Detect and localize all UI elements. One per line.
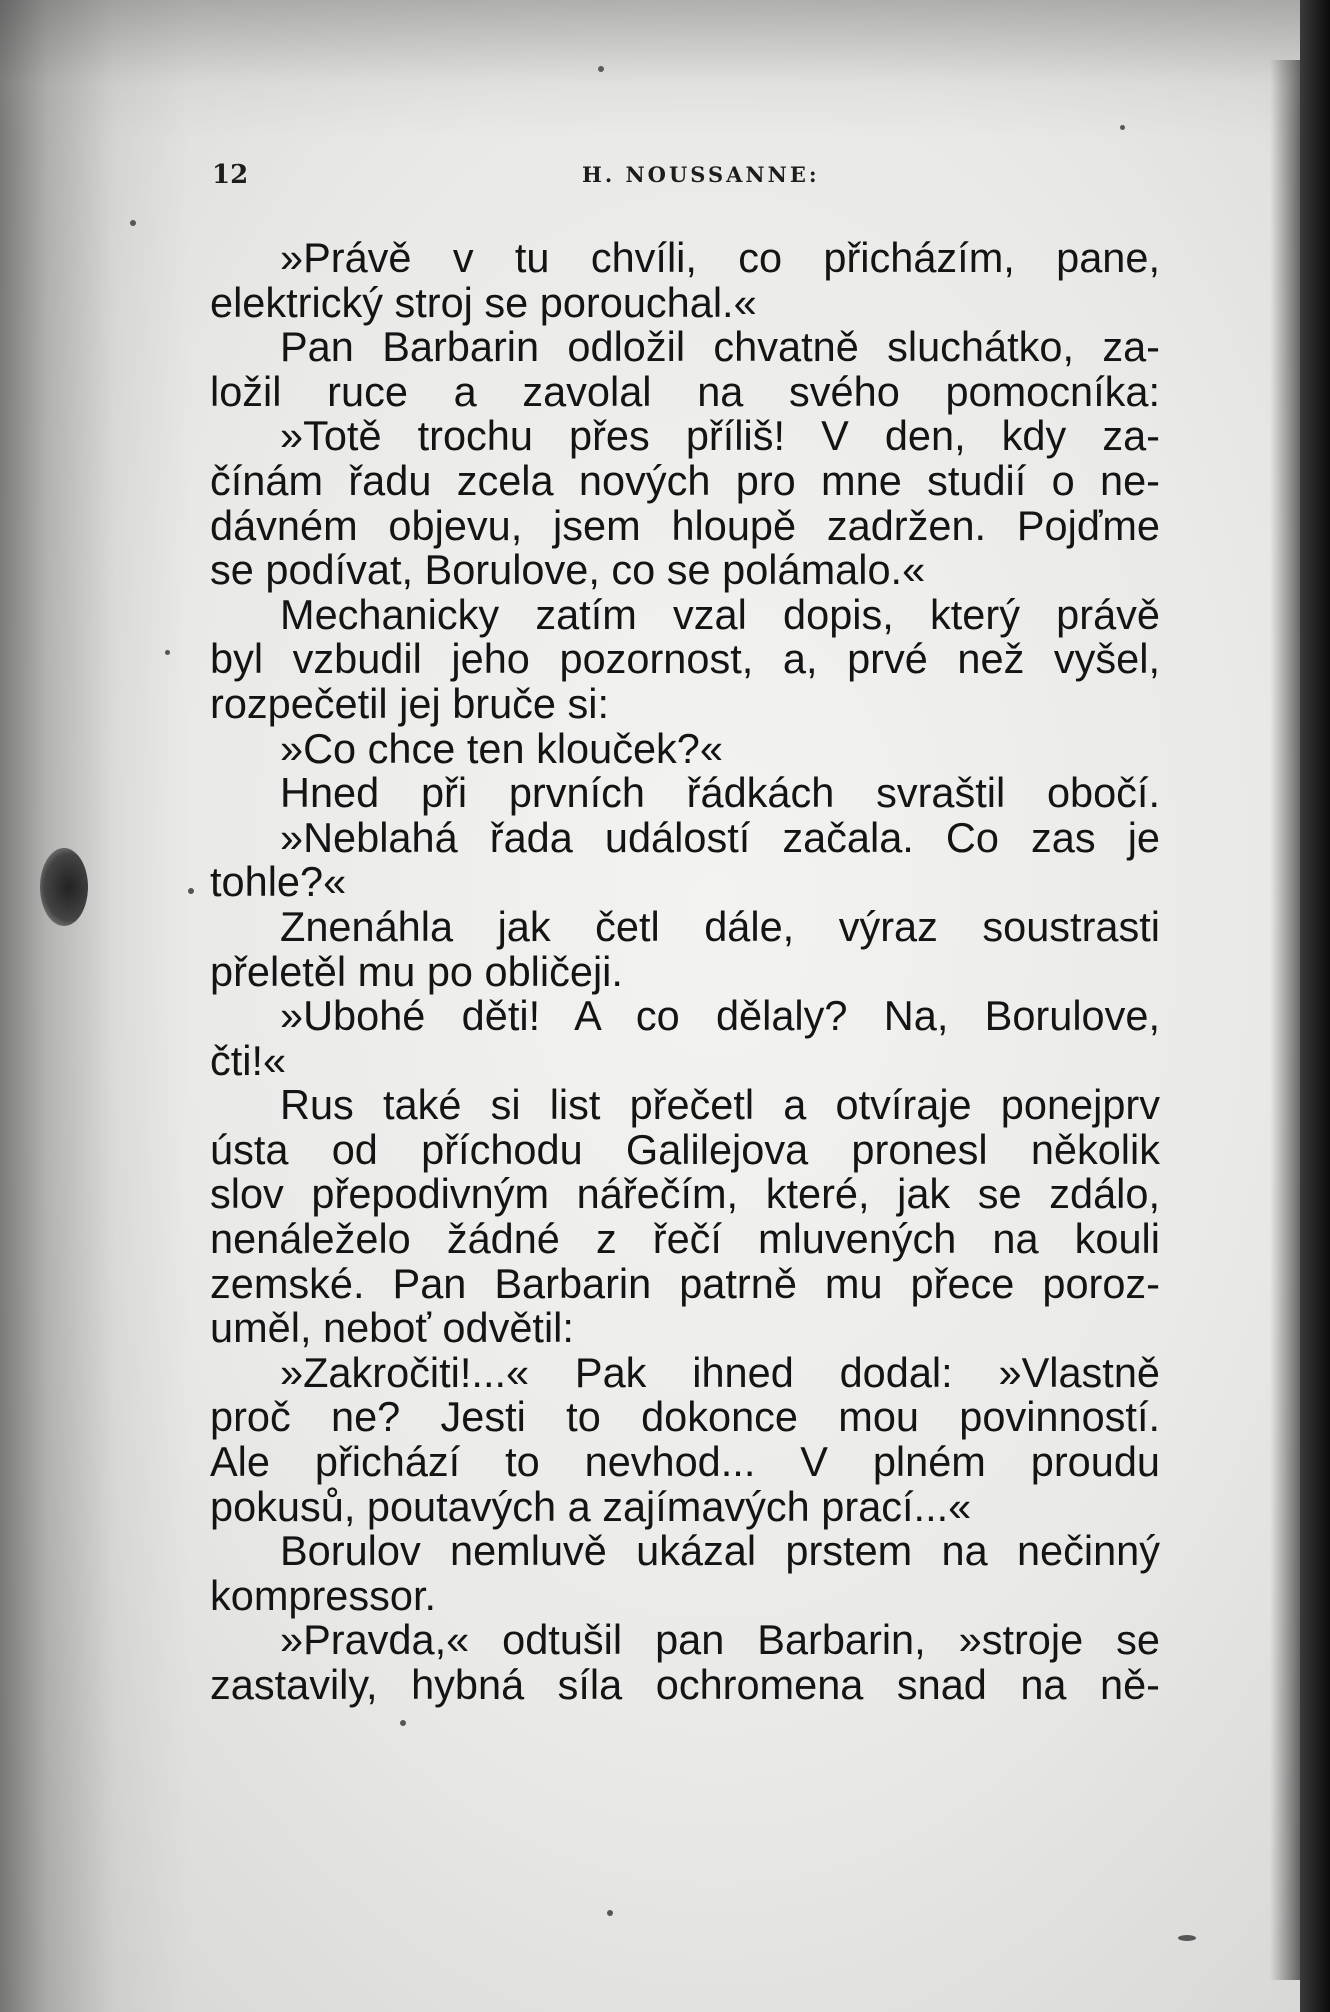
binding-hole [40,848,88,926]
text-line: Hned při prvních řádkách svraštil obočí. [280,769,1160,817]
body-text [210,236,1160,1708]
text-line: rozpečetil jej bruče si: [210,679,610,727]
book-edge [1300,0,1330,2012]
ink-speck [165,650,170,655]
ink-speck [1120,125,1125,130]
text-line: uměl, neboť odvětil: [210,1304,574,1352]
text-line: Pan Barbarin odložil chvatně sluchátko, za- [280,323,1160,371]
text-line: slov přepodivným nářečím, které, jak se zdálo, [210,1170,1160,1218]
text-line: ústa od příchodu Galilejova pronesl několik [210,1125,1160,1173]
text-line: byl vzbudil jeho pozornost, a, prvé než vyšel, [210,635,1160,683]
text-line: přeletěl mu po obličeji. [210,947,623,995]
ink-speck [607,1910,613,1916]
text-line: čínám řadu zcela nových pro mne studií o ne- [210,456,1160,504]
text-line: »Zakročiti!...« Pak ihned dodal: »Vlastně [280,1348,1160,1396]
ink-speck [400,1720,406,1726]
text-line: proč ne? Jesti to dokonce mou povinností. [210,1393,1160,1441]
text-line: se podívat, Borulove, co se polámalo.« [210,546,926,594]
text-line: »Právě v tu chvíli, co přicházím, pane, [280,234,1160,281]
running-head [212,160,1162,200]
running-head-author: H. NOUSSANNE: [582,162,820,187]
text-line: ložil ruce a zavolal na svého pomocníka: [210,367,1160,415]
ink-speck [188,888,194,894]
text-line: elektrický stroj se porouchal.« [210,278,757,326]
text-line: »Totě trochu přes příliš! V den, kdy za- [280,412,1160,460]
ink-speck [1178,1935,1196,1941]
ink-speck [130,220,136,226]
text-line: Rus také si list přečetl a otvíraje ponejprv [280,1081,1160,1129]
text-line: »Pravda,« odtušil pan Barbarin, »stroje se [280,1616,1160,1664]
page-number: 12 [212,160,249,190]
text-line: zastavily, hybná síla ochromena snad na ně- [210,1661,1160,1708]
page-edge-shadow [1270,60,1300,1980]
text-line: nenáleželo žádné z řečí mluvených na kouli [210,1215,1160,1263]
text-line: Ale přichází to nevhod... V plném proudu [210,1438,1160,1486]
text-line: dávném objevu, jsem hloupě zadržen. Pojďme [210,501,1160,549]
text-line: kompressor. [210,1571,437,1619]
text-line: tohle?« [210,858,347,906]
text-line: Znenáhla jak četl dále, výraz soustrasti [280,902,1160,950]
ink-speck [598,66,604,72]
text-line: Mechanicky zatím vzal dopis, který právě [280,590,1160,638]
text-line: čti!« [210,1036,287,1084]
text-line: zemské. Pan Barbarin patrně mu přece poroz- [210,1259,1160,1307]
text-line: Borulov nemluvě ukázal prstem na nečinný [280,1527,1160,1575]
text-line: »Co chce ten klouček?« [280,724,723,772]
text-line: pokusů, poutavých a zajímavých prací...« [210,1482,972,1530]
text-line: »Ubohé děti! A co dělaly? Na, Borulove, [280,992,1160,1040]
text-line: »Neblahá řada událostí začala. Co zas je [280,813,1160,861]
